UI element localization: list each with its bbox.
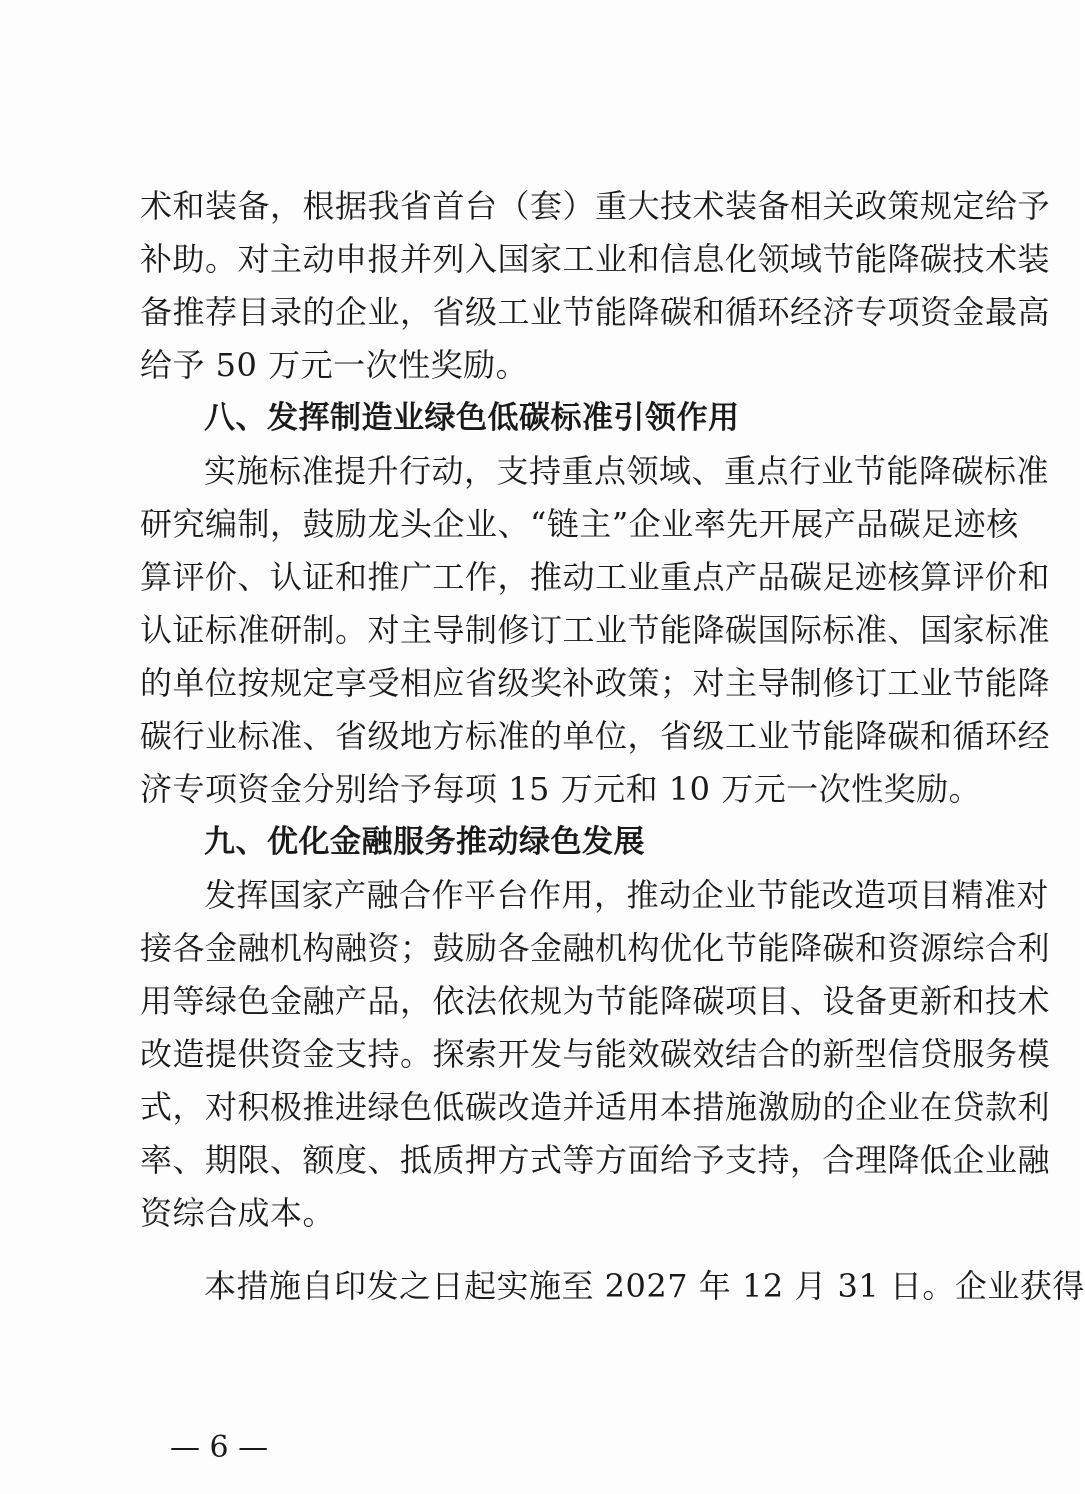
body-line: 改造提供资金支持。探索开发与能效碳效结合的新型信贷服务模: [140, 1035, 1051, 1073]
body-line: 实施标准提升行动，支持重点领域、重点行业节能降碳标准: [204, 452, 1050, 490]
section-heading-8: 八、发挥制造业绿色低碳标准引领作用: [204, 400, 740, 436]
body-line: 研究编制，鼓励龙头企业、“链主”企业率先开展产品碳足迹核: [140, 505, 1019, 543]
page-number: — 6 —: [170, 1430, 269, 1465]
section-heading-9: 九、优化金融服务推动绿色发展: [204, 824, 645, 860]
body-line: 术和装备，根据我省首台（套）重大技术装备相关政策规定给予: [140, 187, 1051, 225]
body-line: 济专项资金分别给予每项 15 万元和 10 万元一次性奖励。: [140, 770, 982, 808]
body-line: 算评价、认证和推广工作，推动工业重点产品碳足迹核算评价和: [140, 558, 1051, 596]
body-line: 备推荐目录的企业，省级工业节能降碳和循环经济专项资金最高: [140, 293, 1051, 331]
body-line: 补助。对主动申报并列入国家工业和信息化领域节能降碳技术装: [140, 240, 1051, 278]
body-line: 资综合成本。: [140, 1194, 336, 1232]
body-line: 率、期限、额度、抵质押方式等方面给予支持，合理降低企业融: [140, 1141, 1051, 1179]
body-line: 认证标准研制。对主导制修订工业节能降碳国际标准、国家标准: [140, 611, 1051, 649]
body-line: 的单位按规定享受相应省级奖补政策；对主导制修订工业节能降: [140, 664, 1051, 702]
body-line: 式，对积极推进绿色低碳改造并适用本措施激励的企业在贷款利: [140, 1088, 1051, 1126]
body-line: 碳行业标准、省级地方标准的单位，省级工业节能降碳和循环经: [140, 717, 1051, 755]
paragraph-gap: [140, 1240, 940, 1260]
body-line: 用等绿色金融产品，依法依规为节能降碳项目、设备更新和技术: [140, 982, 1051, 1020]
document-body: [140, 180, 1085, 1313]
body-line: 给予 50 万元一次性奖励。: [140, 346, 529, 384]
body-line: 发挥国家产融合作平台作用，推动企业节能改造项目精准对: [204, 876, 1050, 914]
body-line: 本措施自印发之日起实施至 2027 年 12 月 31 日。企业获得: [204, 1267, 1085, 1305]
body-line: 接各金融机构融资；鼓励各金融机构优化节能降碳和资源综合利: [140, 929, 1051, 967]
